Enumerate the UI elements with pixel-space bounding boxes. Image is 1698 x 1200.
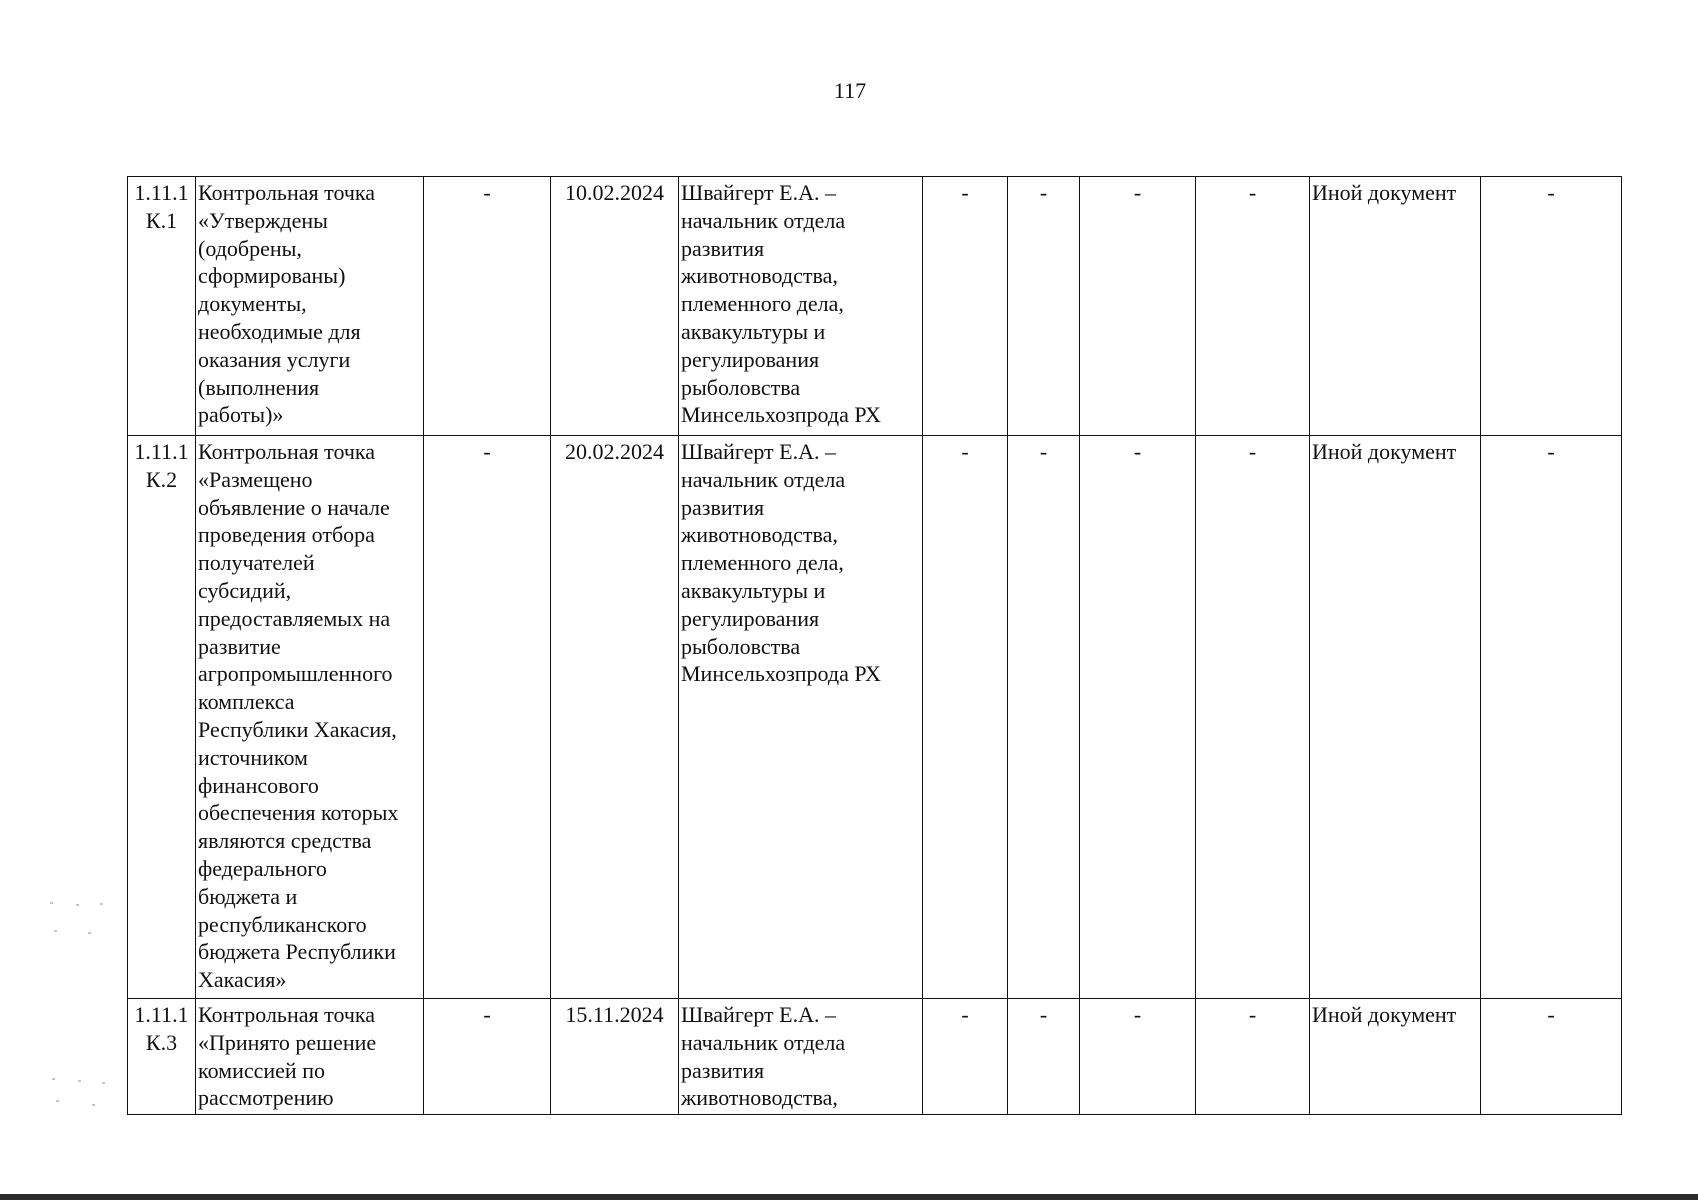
- deadline-date: 10.02.2024: [565, 180, 664, 205]
- document-type-cell: [1310, 177, 1481, 436]
- empty-value-cell: [424, 436, 551, 999]
- empty-value-cell: [424, 999, 551, 1115]
- dash-value: -: [961, 1002, 969, 1027]
- dash-value: -: [1039, 1002, 1048, 1027]
- row-number-cell: [128, 177, 196, 436]
- date-cell: [551, 999, 679, 1115]
- scan-speck: [50, 902, 53, 904]
- table-row: [128, 177, 1622, 436]
- scan-artifacts: [48, 900, 118, 1120]
- date-cell: [551, 436, 679, 999]
- scan-speck: [88, 932, 91, 934]
- control-point-name: Контрольная точка «Принято решение комиссией по рассмотрению: [198, 1002, 377, 1111]
- empty-value-cell: [1196, 177, 1310, 436]
- dash-value: -: [1248, 1002, 1257, 1027]
- document-type: Иной документ: [1312, 1002, 1457, 1027]
- responsible-person: Швайгерт Е.А. – начальник отдела развития животноводства, племенного дела, аквакультуры и регулирования рыболовства Минсельхозпрода РХ: [681, 180, 881, 428]
- scan-speck: [76, 904, 79, 906]
- empty-value-cell: [1008, 999, 1080, 1115]
- empty-value-cell: [1008, 436, 1080, 999]
- dash-value: -: [961, 439, 969, 464]
- control-point-name-cell: [196, 436, 424, 999]
- dash-value: -: [483, 180, 491, 205]
- empty-value-cell: [424, 177, 551, 436]
- scan-speck: [52, 1078, 55, 1080]
- scan-speck: [92, 1104, 95, 1106]
- control-point-name-cell: [196, 177, 424, 436]
- empty-value-cell: [1080, 177, 1196, 436]
- dash-value: -: [1547, 439, 1555, 464]
- empty-value-cell: [923, 436, 1008, 999]
- dash-value: -: [483, 1002, 491, 1027]
- empty-value-cell: [1080, 999, 1196, 1115]
- empty-value-cell: [1481, 436, 1622, 999]
- empty-value-cell: [923, 999, 1008, 1115]
- scan-bottom-edge: [0, 1194, 1698, 1200]
- empty-value-cell: [1080, 436, 1196, 999]
- row-number: 1.11.1 К.3: [134, 1002, 189, 1055]
- document-type-cell: [1310, 999, 1481, 1115]
- table-row: [128, 436, 1622, 999]
- page-number: 117: [833, 78, 867, 103]
- row-number: 1.11.1 К.1: [134, 180, 189, 233]
- dash-value: -: [1133, 180, 1142, 205]
- row-number: 1.11.1 К.2: [134, 439, 189, 492]
- control-point-name-cell: [196, 999, 424, 1115]
- scan-speck: [78, 1080, 81, 1082]
- control-point-name: Контрольная точка «Размещено объявление о начале проведения отбора получателей субсидий, предоставляемых на развитие агропромышленного комплекса Республики Хакасия, источником финансового обеспечения которых являются средства федерального бюджета и республиканского бюджета Республики Хакасия»: [198, 439, 399, 993]
- empty-value-cell: [1481, 177, 1622, 436]
- dash-value: -: [1039, 439, 1048, 464]
- document-type: Иной документ: [1312, 180, 1457, 205]
- control-points-table: [127, 176, 1622, 1115]
- dash-value: -: [1248, 439, 1257, 464]
- document-type-cell: [1310, 436, 1481, 999]
- document-type: Иной документ: [1312, 439, 1457, 464]
- dash-value: -: [1248, 180, 1257, 205]
- dash-value: -: [483, 439, 491, 464]
- responsible-person: Швайгерт Е.А. – начальник отдела развития животноводства,: [681, 1002, 846, 1111]
- control-point-name: Контрольная точка «Утверждены (одобрены, сформированы) документы, необходимые для оказания услуги (выполнения работы)»: [198, 180, 376, 428]
- deadline-date: 20.02.2024: [565, 439, 664, 464]
- empty-value-cell: [923, 177, 1008, 436]
- scan-speck: [102, 1082, 105, 1084]
- row-number-cell: [128, 999, 196, 1115]
- scan-speck: [54, 930, 57, 932]
- table-row: [128, 999, 1622, 1115]
- dash-value: -: [1039, 180, 1048, 205]
- scan-speck: [56, 1100, 59, 1102]
- empty-value-cell: [1196, 436, 1310, 999]
- responsible-person: Швайгерт Е.А. – начальник отдела развития животноводства, племенного дела, аквакультуры и регулирования рыболовства Минсельхозпрода РХ: [681, 439, 881, 687]
- deadline-date: 15.11.2024: [565, 1002, 664, 1027]
- empty-value-cell: [1481, 999, 1622, 1115]
- row-number-cell: [128, 436, 196, 999]
- scan-speck: [100, 903, 103, 905]
- empty-value-cell: [1196, 999, 1310, 1115]
- dash-value: -: [1133, 1002, 1142, 1027]
- dash-value: -: [1547, 180, 1555, 205]
- responsible-cell: [679, 999, 923, 1115]
- responsible-cell: [679, 177, 923, 436]
- date-cell: [551, 177, 679, 436]
- dash-value: -: [1547, 1002, 1555, 1027]
- dash-value: -: [961, 180, 969, 205]
- responsible-cell: [679, 436, 923, 999]
- dash-value: -: [1133, 439, 1142, 464]
- empty-value-cell: [1008, 177, 1080, 436]
